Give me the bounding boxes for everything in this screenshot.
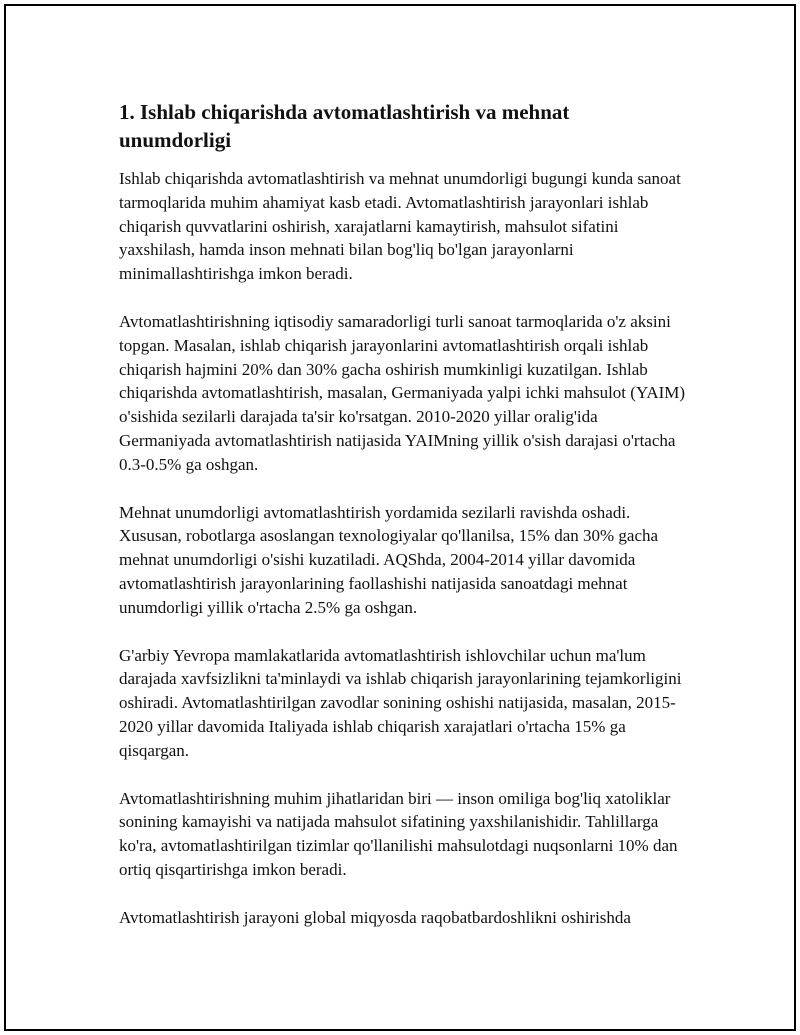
section-heading: 1. Ishlab chiqarishda avtomatlashtirish va mehnat unumdorligi <box>119 100 570 152</box>
paragraph-5: Avtomatlashtirishning muhim jihatlaridan biri — inson omiliga bog'liq xatoliklar sonining kamayishi va natijada mahsulot sifatining yaxshilanishidir. Tahlillarga ko'ra, avtomatlashtirilgan tizimlar qo'llanilishi mahsulotdagi nuqsonlarni 10% dan ortiq qisqartirishga imkon beradi. <box>119 788 678 879</box>
paragraph-2: Avtomatlashtirishning iqtisodiy samaradorligi turli sanoat tarmoqlarida o'z aksini topgan. Masalan, ishlab chiqarish jarayonlarini avtomatlashtirish orqali ishlab chiqarish hajmini 20% dan 30% gacha oshirish mumkinligi kuzatilgan. Ishlab chiqarishda avtomatlashtirish, masalan, Germaniyada yalpi ichki mahsulot (YAIM) o'sishida sezilarli darajada ta'sir ko'rsatgan. 2010-2020 yillar oralig'ida Germaniyada avtomatlashtirish natijasida YAIMning yillik o'sish darajasi o'rtacha 0.3-0.5% ga oshgan. <box>119 311 686 474</box>
paragraph-4: G'arbiy Yevropa mamlakatlarida avtomatlashtirish ishlovchilar uchun ma'lum darajada xavfsizlikni ta'minlaydi va ishlab chiqarish jarayonlarining tejamkorligini oshiradi. Avtomatlashtirilgan zavodlar sonining oshishi natijasida, masalan, 2015-2020 yillar davomida Italiyada ishlab chiqarish xarajatlari o'rtacha 15% ga qisqargan. <box>119 645 682 760</box>
paragraph-3: Mehnat unumdorligi avtomatlashtirish yordamida sezilarli ravishda oshadi. Xususan, robotlarga asoslangan texnologiyalar qo'llanilsa, 15% dan 30% gacha mehnat unumdorligi o'sishi kuzatiladi. AQShda, 2004-2014 yillar davomida avtomatlashtirish jarayonlarining faollashishi natijasida sanoatdagi mehnat unumdorligi yillik o'rtacha 2.5% ga oshgan. <box>119 502 659 617</box>
paragraph-6: Avtomatlashtirish jarayoni global miqyosda raqobatbardoshlikni oshirishda <box>119 907 631 927</box>
paragraph-1: Ishlab chiqarishda avtomatlashtirish va mehnat unumdorligi bugungi kunda sanoat tarmoqlarida muhim ahamiyat kasb etadi. Avtomatlashtirish jarayonlari ishlab chiqarish quvvatlarini oshirish, xarajatlarni kamaytirish, mahsulot sifatini yaxshilash, hamda inson mehnati bilan bog'liq bo'lgan jarayonlarni minimallashtirishga imkon beradi. <box>119 169 681 284</box>
document-content <box>119 98 689 954</box>
document-page <box>4 4 796 1031</box>
